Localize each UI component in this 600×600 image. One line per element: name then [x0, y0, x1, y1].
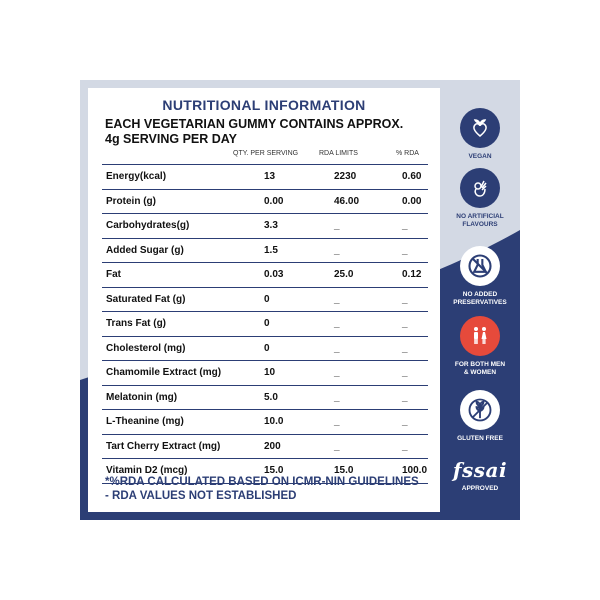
nutrient-name: Carbohydrates(g) — [106, 220, 190, 231]
qty-per-serving: 0 — [264, 293, 270, 305]
qty-per-serving: 0 — [264, 318, 270, 329]
leaf-heart-icon — [460, 108, 500, 148]
rda-percent: _ — [402, 244, 408, 256]
table-row — [102, 164, 428, 190]
subtitle-line-2: 4g SERVING PER DAY — [105, 132, 237, 146]
badge-men-women-line-2: & WOMEN — [463, 369, 497, 376]
qty-per-serving: 0.00 — [264, 195, 284, 207]
nutrient-name: Cholesterol (mg) — [106, 342, 186, 354]
qty-per-serving: 10.0 — [264, 416, 284, 427]
table-row — [102, 312, 428, 337]
nutrition-table — [102, 164, 428, 484]
rda-percent: _ — [402, 391, 408, 403]
badge-no-preservatives-label — [440, 291, 520, 307]
column-header-rda: RDA LIMITS — [319, 150, 358, 157]
no-flask-icon — [460, 246, 500, 286]
badge-vegan — [440, 108, 520, 161]
badge-no-artificial-label — [440, 213, 520, 229]
column-header-pct: % RDA — [396, 150, 419, 157]
nutrient-name: Saturated Fat (g) — [106, 293, 186, 305]
rda-limit: _ — [334, 416, 340, 427]
qty-per-serving: 0.03 — [264, 269, 284, 280]
footnote-line-1: *%RDA CALCULATED BASED ON ICMR-NIN GUIDELINES — [105, 476, 419, 488]
rda-limit: _ — [334, 342, 340, 354]
nutrition-card — [88, 88, 440, 512]
badge-no-added-preservatives — [440, 246, 520, 307]
nutrient-name: Chamomile Extract (mg) — [106, 367, 222, 378]
badge-men-women-label — [440, 361, 520, 377]
rda-percent: 0.00 — [402, 195, 422, 207]
column-header-qty: QTY. PER SERVING — [233, 150, 299, 157]
rda-percent: _ — [402, 318, 408, 329]
table-row — [102, 410, 428, 435]
footnote-line-2: - RDA VALUES NOT ESTABLISHED — [105, 490, 297, 502]
nutrition-title: NUTRITIONAL INFORMATION — [162, 97, 366, 113]
rda-percent: 100.0 — [402, 465, 428, 476]
man-woman-icon — [460, 316, 500, 356]
hand-ok-icon — [460, 168, 500, 208]
qty-per-serving: 13 — [264, 171, 276, 182]
rda-limit: _ — [334, 220, 340, 231]
rda-percent: _ — [402, 416, 408, 427]
rda-percent: _ — [402, 367, 408, 378]
badge-no-artificial-flavours — [440, 168, 520, 229]
nutrient-name: Tart Cherry Extract (mg) — [106, 440, 221, 452]
badge-no-preservatives-line-2: PRESERVATIVES — [453, 299, 507, 306]
table-row — [102, 361, 428, 386]
qty-per-serving: 3.3 — [264, 220, 278, 231]
rda-limit: 46.00 — [334, 195, 360, 207]
badge-fssai-label: APPROVED — [461, 485, 499, 492]
nutrient-name: Trans Fat (g) — [106, 318, 167, 329]
badge-no-preservatives-line-1: NO ADDED — [462, 291, 498, 298]
table-row — [102, 263, 428, 288]
badge-gluten-free — [440, 390, 520, 443]
table-row — [102, 214, 428, 239]
table-row — [102, 337, 428, 362]
qty-per-serving: 5.0 — [264, 391, 278, 403]
rda-percent: 0.60 — [402, 171, 422, 182]
qty-per-serving: 0 — [264, 342, 270, 354]
table-row — [102, 435, 428, 460]
serving-subtitle — [105, 117, 435, 147]
rda-limit: 15.0 — [334, 465, 354, 476]
nutrient-name: Vitamin D2 (mcg) — [106, 465, 188, 476]
rda-percent: 0.12 — [402, 269, 422, 280]
qty-per-serving: 15.0 — [264, 465, 284, 476]
subtitle-line-1: EACH VEGETARIAN GUMMY CONTAINS APPROX. — [105, 117, 404, 131]
nutrient-name: Protein (g) — [106, 195, 156, 207]
badge-for-men-women — [440, 316, 520, 377]
rda-limit: _ — [334, 367, 340, 378]
qty-per-serving: 1.5 — [264, 244, 278, 256]
footnote — [105, 475, 435, 503]
badge-gluten-free-label: GLUTEN FREE — [457, 435, 503, 442]
badge-men-women-line-1: FOR BOTH MEN — [454, 361, 506, 368]
rda-percent: _ — [402, 293, 408, 305]
rda-percent: _ — [402, 440, 408, 452]
nutrient-name: Energy(kcal) — [106, 171, 167, 182]
rda-limit: 2230 — [334, 171, 357, 182]
qty-per-serving: 10 — [264, 367, 276, 378]
nutrient-name: L-Theanine (mg) — [106, 416, 184, 427]
nutrient-name: Melatonin (mg) — [106, 391, 178, 403]
nutrient-name: Fat — [106, 269, 121, 280]
rda-limit: _ — [334, 293, 340, 305]
table-row — [102, 239, 428, 264]
badge-fssai-approved — [440, 458, 520, 493]
badge-no-artificial-line-1: NO ARTIFICIAL — [456, 213, 504, 220]
rda-percent: _ — [402, 220, 408, 231]
rda-limit: _ — [334, 440, 340, 452]
table-row — [102, 190, 428, 215]
qty-per-serving: 200 — [264, 440, 281, 452]
nutrient-name: Added Sugar (g) — [106, 244, 184, 256]
table-row — [102, 288, 428, 313]
rda-limit: _ — [334, 244, 340, 256]
no-wheat-icon — [460, 390, 500, 430]
rda-percent: _ — [402, 342, 408, 354]
table-row — [102, 386, 428, 411]
fssai-logo: fssai — [452, 458, 508, 482]
rda-limit: 25.0 — [334, 269, 354, 280]
badge-vegan-label: VEGAN — [468, 153, 492, 160]
rda-limit: _ — [334, 318, 340, 329]
badge-no-artificial-line-2: FLAVOURS — [462, 221, 498, 228]
rda-limit: _ — [334, 391, 340, 403]
